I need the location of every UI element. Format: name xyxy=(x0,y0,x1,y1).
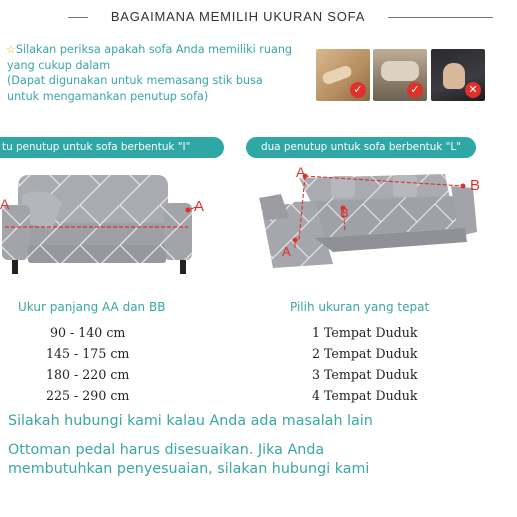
label-l-shape xyxy=(246,137,476,158)
size-row-2: 145 - 175 cm xyxy=(46,346,130,361)
label-l-shape-text: dua penutup untuk sofa berbentuk "L" xyxy=(261,141,461,153)
size-row-1: 90 - 140 cm xyxy=(50,325,126,340)
seat-row-2: 2 Tempat Duduk xyxy=(312,346,418,361)
note-line-2: yang cukup dalam xyxy=(7,58,111,72)
note-line-1: Silakan periksa apakah sofa Anda memiliki ruang xyxy=(15,43,293,56)
i-shape-sofa-illustration xyxy=(0,165,215,280)
label-i-shape xyxy=(0,137,224,158)
ottoman-note-line-2: membutuhkan penyesuaian, silakan hubungi kami xyxy=(8,461,370,477)
seat-row-4: 4 Tempat Duduk xyxy=(312,388,418,403)
size-row-4: 225 - 290 cm xyxy=(46,388,130,403)
label-i-shape-text: tu penutup untuk sofa berbentuk "I" xyxy=(2,141,191,153)
marker-a-top: A xyxy=(296,164,306,180)
ottoman-note-line-1: Ottoman pedal harus disesuaikan. Jika Anda xyxy=(8,442,325,458)
size-row-3: 180 - 220 cm xyxy=(46,367,130,382)
note-line-3: (Dapat digunakan untuk memasang stik busa xyxy=(7,74,263,87)
check-icon: ✓ xyxy=(407,82,423,98)
cross-icon: ✕ xyxy=(465,82,481,98)
space-note xyxy=(6,42,306,104)
marker-a-left: A xyxy=(0,196,10,212)
marker-a-bottom: A xyxy=(282,244,291,259)
left-column-title: Ukur panjang AA dan BB xyxy=(18,300,166,314)
header-rule-left xyxy=(68,17,88,18)
check-icon: ✓ xyxy=(350,82,366,98)
star-icon: ☆ xyxy=(6,43,16,56)
thumb-sofa-depth-1 xyxy=(316,49,370,101)
right-column-title: Pilih ukuran yang tepat xyxy=(290,300,430,314)
marker-b-middle: B xyxy=(340,205,349,220)
header-rule-right xyxy=(388,17,493,18)
contact-note: Silakah hubungi kami kalau Anda ada masalah lain xyxy=(8,413,373,429)
thumb-sofa-depth-3 xyxy=(431,49,485,101)
marker-b-right: B xyxy=(470,177,481,194)
seat-row-1: 1 Tempat Duduk xyxy=(312,325,418,340)
marker-a-right: A xyxy=(194,198,205,215)
note-line-4: untuk mengamankan penutup sofa) xyxy=(7,89,209,103)
thumb-sofa-depth-2 xyxy=(373,49,427,101)
seat-row-3: 3 Tempat Duduk xyxy=(312,367,418,382)
page-title: BAGAIMANA MEMILIH UKURAN SOFA xyxy=(110,9,366,24)
